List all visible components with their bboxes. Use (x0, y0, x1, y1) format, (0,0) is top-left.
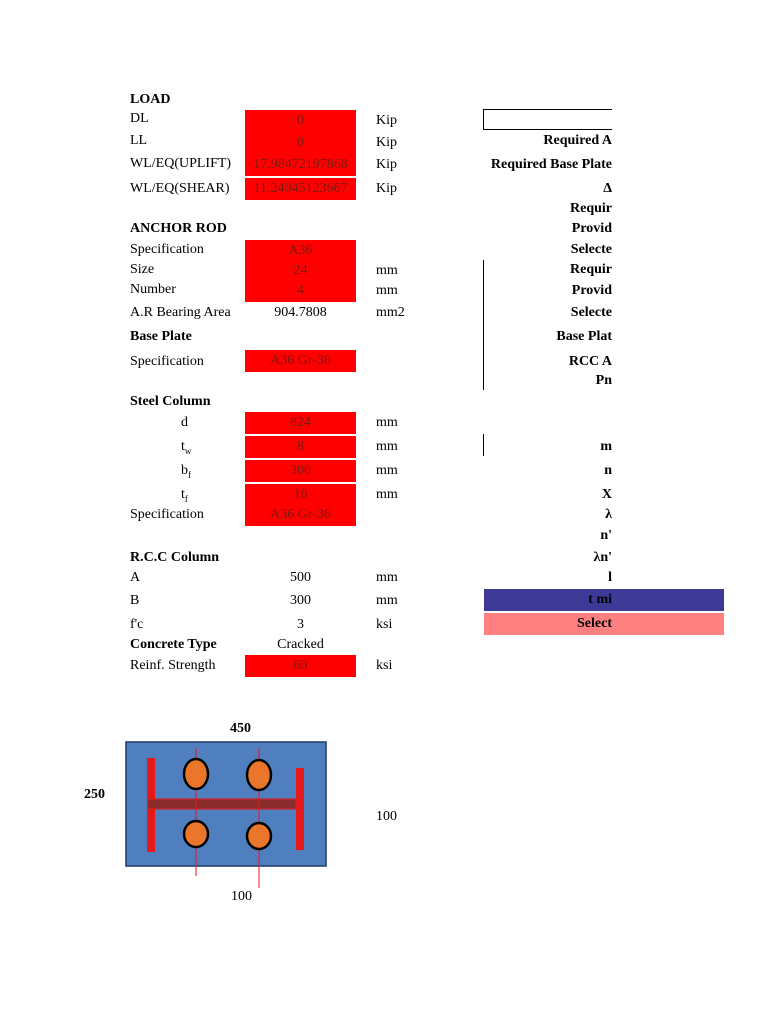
rcc-a-unit: mm (376, 570, 398, 585)
bolt-bottom-left (184, 821, 208, 847)
uplift-unit: Kip (376, 157, 397, 172)
drawing-width-label: 450 (230, 721, 251, 736)
rod-spec-label: Specification (130, 242, 204, 257)
right-item-15: λ (605, 507, 612, 522)
rcc-a-label: A (130, 570, 141, 585)
right-item-18: l (608, 570, 612, 585)
col-spec-input[interactable]: A36 Gr-36 (245, 504, 356, 526)
bolt-top-left (184, 759, 208, 789)
right-item-10: RCC A (568, 354, 612, 369)
rcc-b-label: B (130, 593, 140, 608)
column-flange-right (296, 768, 304, 850)
rcc-b-value: 300 (290, 593, 311, 608)
rcc-b-unit: mm (376, 593, 398, 608)
dl-input[interactable]: 0 (245, 110, 356, 132)
right-item-14: X (601, 487, 612, 502)
col-d-unit: mm (376, 415, 398, 430)
reinf-strength-label: Reinf. Strength (130, 658, 216, 673)
right-item-1: Required Base Plate (490, 157, 612, 172)
steel-column-heading: Steel Column (130, 394, 211, 409)
reinf-strength-unit: ksi (376, 658, 393, 673)
ll-label: LL (130, 133, 148, 148)
bearing-area-value: 904.7808 (274, 305, 327, 320)
base-plate-drawing (120, 738, 340, 888)
bearing-area-unit: mm2 (376, 305, 405, 320)
rod-spec-input[interactable]: A36 (245, 240, 356, 262)
rcc-fc-value: 3 (297, 617, 304, 632)
rod-number-input[interactable]: 4 (245, 280, 356, 302)
rod-number-unit: mm (376, 283, 398, 298)
base-plate-spec-input[interactable]: A36 Gr-36 (245, 350, 356, 372)
right-item-2: Δ (603, 181, 612, 196)
right-item-11: Pn (595, 373, 612, 388)
right-item-13: n (604, 463, 612, 478)
select-label: Select (577, 616, 612, 631)
anchor-rod-heading: ANCHOR ROD (130, 221, 227, 236)
concrete-type-label: Concrete Type (130, 637, 217, 652)
col-d-input[interactable]: 824 (245, 412, 356, 434)
shear-unit: Kip (376, 181, 397, 196)
drawing-height-label: 250 (84, 787, 105, 802)
right-item-12: m (600, 439, 612, 454)
right-input-box[interactable] (483, 109, 612, 130)
rod-number-label: Number (130, 282, 176, 297)
shear-input[interactable]: 11.24045123667 (245, 178, 356, 200)
shear-label: WL/EQ(SHEAR) (130, 181, 230, 196)
load-heading: LOAD (130, 92, 171, 107)
bolt-top-right (247, 760, 271, 790)
col-spec-label: Specification (130, 507, 204, 522)
bolt-bottom-right (247, 823, 271, 849)
right-item-6: Requir (570, 262, 612, 277)
col-tw-label: $t_w$ (181, 439, 192, 456)
ll-unit: Kip (376, 135, 397, 150)
drawing-bottom-label: 100 (231, 889, 252, 904)
right-item-3: Requir (570, 201, 612, 216)
base-plate-spec-label: Specification (130, 354, 204, 369)
col-tw-unit: mm (376, 439, 398, 454)
dl-label: DL (130, 111, 149, 126)
ll-input[interactable]: 0 (245, 132, 356, 154)
col-bf-input[interactable]: 300 (245, 460, 356, 482)
rcc-column-heading: R.C.C Column (130, 550, 220, 565)
right-item-17: λn' (593, 550, 612, 565)
rcc-fc-label: f'c (130, 617, 144, 632)
drawing-side-label: 100 (376, 809, 397, 824)
uplift-input[interactable]: 17.98472197868 (245, 154, 356, 176)
right-item-8: Selecte (570, 305, 612, 320)
rod-size-input[interactable]: 24 (245, 260, 356, 282)
base-plate-heading: Base Plate (130, 329, 192, 344)
col-d-label: d (181, 415, 188, 430)
right-item-0: Required A (543, 133, 612, 148)
bearing-area-label: A.R Bearing Area (130, 305, 231, 320)
col-tf-label: $t_f$ (181, 487, 188, 504)
rcc-a-value: 500 (290, 570, 311, 585)
col-bf-label: $b_f$ (181, 463, 191, 480)
uplift-label: WL/EQ(UPLIFT) (130, 156, 232, 171)
dl-unit: Kip (376, 113, 397, 128)
col-tf-unit: mm (376, 487, 398, 502)
col-bf-unit: mm (376, 463, 398, 478)
col-tw-input[interactable]: 8 (245, 436, 356, 458)
rod-size-unit: mm (376, 263, 398, 278)
right-item-5: Selecte (570, 242, 612, 257)
right-item-16: n' (600, 528, 612, 543)
right-item-7: Provid (571, 283, 612, 298)
reinf-strength-input[interactable]: 60 (245, 655, 356, 677)
concrete-type-value: Cracked (277, 637, 324, 652)
right-item-9: Base Plat (556, 329, 612, 344)
rcc-fc-unit: ksi (376, 617, 393, 632)
right-item-4: Provid (571, 221, 612, 236)
column-web (148, 799, 296, 809)
rod-size-label: Size (130, 262, 155, 277)
t-min-label: t mi (588, 592, 612, 607)
col-tf-input[interactable]: 16 (245, 484, 356, 506)
